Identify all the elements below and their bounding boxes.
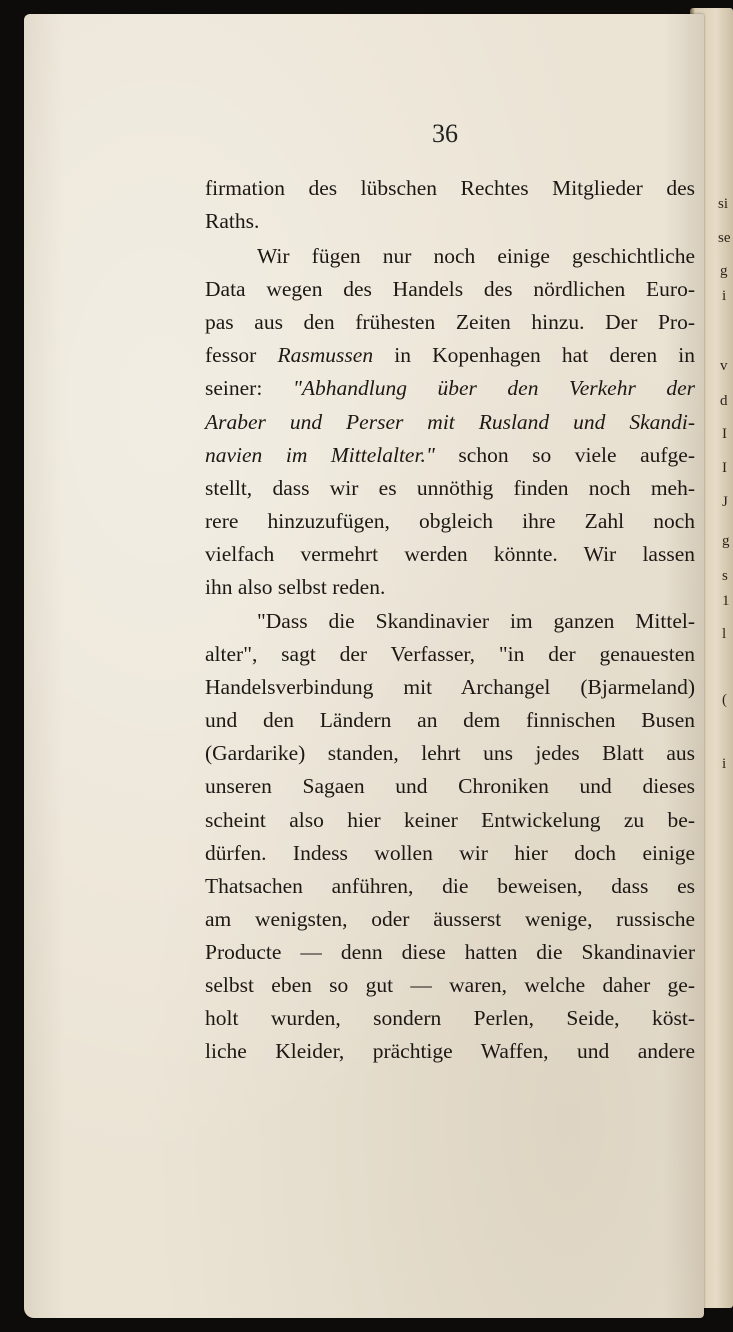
- text-line: Wir fügen nur noch einige geschichtliche: [257, 244, 695, 268]
- facing-page-fragment: J: [722, 494, 728, 510]
- text-line: fessor Rasmussen in Kopenhagen hat deren in: [205, 343, 695, 367]
- facing-page-fragment: g: [722, 533, 730, 549]
- page-number: 36: [432, 119, 458, 148]
- text-line: liche Kleider, prächtige Waffen, und andere: [205, 1039, 695, 1063]
- text-line: Producte — denn diese hatten die Skandinavier: [205, 940, 695, 964]
- facing-page-fragment: s: [722, 568, 728, 584]
- text-line: Data wegen des Handels des nördlichen Euro-: [205, 277, 695, 301]
- text-line: navien im Mittelalter." schon so viele aufge-: [205, 443, 695, 467]
- facing-page-fragment: 1: [722, 593, 730, 609]
- text-line: ihn also selbst reden.: [205, 575, 386, 599]
- text-line: Handelsverbindung mit Archangel (Bjarmeland): [205, 675, 695, 699]
- text-line: seiner: "Abhandlung über den Verkehr der: [205, 376, 695, 400]
- text-line: rere hinzuzufügen, obgleich ihre Zahl noch: [205, 509, 695, 533]
- facing-page-fragment: I: [722, 426, 727, 442]
- text-line: Thatsachen anführen, die beweisen, dass es: [205, 874, 695, 898]
- text-line: Araber und Perser mit Rusland und Skandi-: [205, 410, 695, 434]
- facing-page-fragment: v: [720, 358, 728, 374]
- text-line: "Dass die Skandinavier im ganzen Mittel-: [257, 609, 695, 633]
- text-line: vielfach vermehrt werden könnte. Wir lassen: [205, 542, 695, 566]
- text-line: selbst eben so gut — waren, welche daher ge-: [205, 973, 695, 997]
- text-line: firmation des lübschen Rechtes Mitglieder des: [205, 176, 695, 200]
- text-line: scheint also hier keiner Entwickelung zu be-: [205, 808, 695, 832]
- facing-page-fragment: si: [718, 196, 729, 212]
- text-line: stellt, dass wir es unnöthig finden noch meh-: [205, 476, 695, 500]
- text-line: dürfen. Indess wollen wir hier doch einige: [205, 841, 695, 865]
- facing-page-fragment: I: [722, 460, 727, 476]
- facing-page-fragment: l: [722, 626, 727, 642]
- facing-page-fragment: g: [720, 263, 728, 279]
- text-line: am wenigsten, oder äusserst wenige, russische: [205, 907, 695, 931]
- text-line: unseren Sagaen und Chroniken und dieses: [205, 774, 695, 798]
- facing-page-fragment: i: [722, 288, 727, 304]
- facing-page-fragment: se: [718, 230, 731, 246]
- facing-page-fragment: d: [720, 393, 728, 409]
- text-line: pas aus den frühesten Zeiten hinzu. Der Pro-: [205, 310, 695, 334]
- facing-page-fragment: (: [722, 692, 727, 708]
- text-line: (Gardarike) standen, lehrt uns jedes Blatt aus: [205, 741, 695, 765]
- text-line: alter", sagt der Verfasser, "in der genauesten: [205, 642, 695, 666]
- text-line: Raths.: [205, 209, 260, 233]
- text-line: holt wurden, sondern Perlen, Seide, köst-: [205, 1006, 695, 1030]
- text-line: und den Ländern an dem finnischen Busen: [205, 708, 695, 732]
- facing-page-fragment: i: [722, 756, 727, 772]
